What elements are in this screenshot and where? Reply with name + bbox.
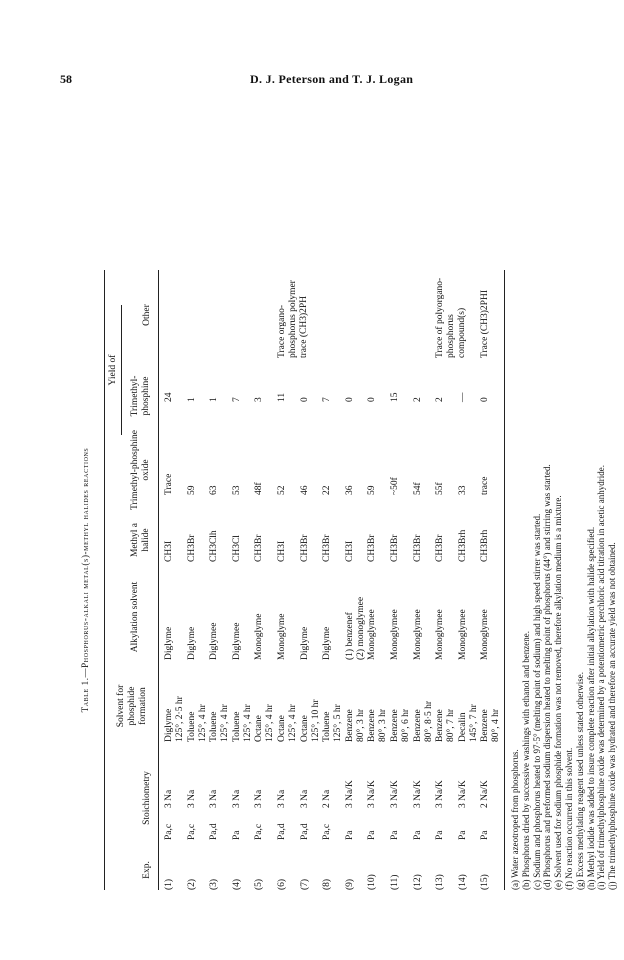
- cell-alkylation-solvent: Diglyme: [164, 626, 174, 660]
- cell-alkylation-solvent: Diglyme: [299, 626, 310, 660]
- header-alkylation-solvent: Alkylation solvent: [130, 581, 140, 653]
- cell-phosphorus: Pa: [231, 830, 242, 840]
- footnote: (a) Water azeotroped from phosphorus.: [510, 749, 520, 890]
- cell-tmp-yield: 24: [164, 392, 174, 402]
- cell-metal: 3 Na: [231, 789, 242, 808]
- footnote: (f) No reaction occurred in this solvent.: [563, 747, 574, 890]
- cell-exp: (10): [367, 874, 378, 890]
- cell-metal: 3 Na: [186, 789, 197, 808]
- cell-solvent-formation: Toluene 125°, 4 hr: [209, 704, 231, 742]
- cell-tmpo-yield: trace: [480, 476, 491, 495]
- cell-phosphorus: Pa,c: [164, 823, 174, 840]
- cell-alkylation-solvent: Diglyme: [322, 626, 333, 660]
- cell-methyl-halide: CH3I: [277, 540, 287, 562]
- cell-solvent-formation: Toluene 125°, 5 hr: [322, 704, 344, 742]
- cell-metal: 3 Na: [164, 789, 174, 808]
- running-head: D. J. Peterson and T. J. Logan: [250, 72, 414, 86]
- cell-methyl-halide: CH3Br: [367, 534, 378, 562]
- cell-tmp-yield: 2: [412, 397, 423, 402]
- cell-exp: (12): [412, 874, 423, 890]
- cell-tmp-yield: 2: [435, 397, 446, 402]
- cell-solvent-formation: Benzene 80°, 4 hr: [480, 708, 502, 742]
- cell-alkylation-solvent: Monoglymee: [435, 609, 446, 660]
- header-solvent-formation: Solvent for phosphide formation: [116, 684, 148, 728]
- footnote: (i) Yield of trimethylphosphine oxide was determined by a potentiometric perchloric acid titration in acetic anhydride.: [596, 464, 607, 890]
- cell-tmpo-yield: 54f: [412, 482, 423, 495]
- cell-metal: 3 Na: [299, 789, 310, 808]
- cell-tmpo-yield: 59: [186, 485, 197, 495]
- cell-tmp-yield: 0: [367, 397, 378, 402]
- cell-phosphorus: Pa: [480, 830, 491, 840]
- cell-alkylation-solvent: Diglymee: [209, 622, 220, 660]
- cell-alkylation-solvent: Monoglymee: [457, 609, 468, 660]
- cell-metal: 3 Na: [277, 789, 287, 808]
- cell-phosphorus: Pa,d: [277, 823, 287, 840]
- cell-metal: 3 Na/K: [344, 780, 355, 808]
- footnote: (b) Phosphorus dried by successive washings with ethanol and benzene.: [520, 631, 531, 890]
- cell-phosphorus: Pa,d: [299, 823, 310, 840]
- cell-solvent-formation: Octane 125°, 4 hr: [254, 704, 276, 742]
- cell-exp: (13): [435, 874, 446, 890]
- cell-tmp-yield: 7: [231, 397, 242, 402]
- footnote: (g) Excess methylating reagent used unless stated otherwise.: [574, 672, 585, 890]
- cell-methyl-halide: CH3Cl: [231, 535, 242, 562]
- cell-other: Trace (CH3)2PHI: [480, 290, 491, 358]
- footnotes: [510, 270, 618, 890]
- cell-solvent-formation: Benzene 80°, 6 hr: [390, 708, 411, 742]
- cell-solvent-formation: Benzene 80°, 8·5 hr: [412, 700, 434, 742]
- yield-group-header: Yield of: [108, 354, 118, 386]
- header-stoichiometry: Stoichiometry: [142, 771, 152, 825]
- cell-phosphorus: Pa: [390, 830, 400, 840]
- cell-phosphorus: Pa: [457, 830, 468, 840]
- cell-metal: 2 Na: [322, 789, 333, 808]
- cell-tmpo-yield: Trace: [164, 473, 174, 495]
- table-title: Table 1.—Phosphorus-alkali metal(s)-methyl halides reactions: [80, 447, 90, 713]
- cell-exp: (7): [299, 878, 310, 890]
- cell-solvent-formation: Toluene 125°, 4 hr: [186, 704, 208, 742]
- cell-alkylation-solvent: Monoglymee: [390, 609, 400, 660]
- cell-methyl-halide: CH3Br: [186, 534, 197, 562]
- cell-methyl-halide: CH3Br: [322, 534, 333, 562]
- cell-exp: (4): [231, 878, 242, 890]
- cell-metal: 2 Na/K: [480, 780, 491, 808]
- cell-solvent-formation: Benzene 80°, 7 hr: [435, 708, 457, 742]
- cell-tmp-yield: 7: [322, 397, 333, 402]
- cell-methyl-halide: CH3Brh: [457, 529, 468, 562]
- cell-tmpo-yield: 48f: [254, 482, 265, 495]
- cell-tmp-yield: 0: [299, 397, 310, 402]
- cell-phosphorus: Pa: [412, 830, 423, 840]
- cell-other: Trace of polyorgano- phosphorus compound(s): [435, 277, 468, 358]
- cell-exp: (1): [164, 878, 174, 890]
- cell-methyl-halide: CH3I: [164, 540, 174, 562]
- top-rule: [104, 270, 105, 890]
- cell-alkylation-solvent: Monoglymee: [367, 609, 378, 660]
- cell-solvent-formation: Decalin 145°, 7 hr: [457, 704, 479, 742]
- cell-methyl-halide: CH3Br: [299, 534, 310, 562]
- cell-tmp-yield: 0: [344, 397, 355, 402]
- footnote: (e) Solvent used for sodium phosphide formation was not removed, therefore alkylation medium is a mixture.: [553, 495, 564, 890]
- cell-phosphorus: Pa: [344, 830, 355, 840]
- cell-exp: (11): [390, 874, 400, 890]
- cell-solvent-formation: Benzene 80°, 3 hr: [367, 708, 389, 742]
- cell-exp: (3): [209, 878, 220, 890]
- footnote: (d) Phosphorus and preformed sodium dispersion heated to melting point of phosphorus (44°) and stirring was started.: [542, 464, 553, 890]
- cell-alkylation-solvent: Monoglyme: [254, 613, 265, 660]
- cell-tmpo-yield: 63: [209, 485, 220, 495]
- cell-exp: (14): [457, 874, 468, 890]
- cell-phosphorus: Pa,c: [254, 823, 265, 840]
- bottom-rule: [504, 270, 505, 890]
- header-exp: Exp.: [142, 861, 152, 879]
- cell-metal: 3 Na: [209, 789, 220, 808]
- cell-tmp-yield: 11: [277, 392, 287, 402]
- cell-metal: 3 Na: [254, 789, 265, 808]
- cell-tmp-yield: 0: [480, 397, 491, 402]
- cell-methyl-halide: CH3Br: [435, 534, 446, 562]
- cell-phosphorus: Pa: [367, 830, 378, 840]
- cell-tmp-yield: 1: [186, 397, 197, 402]
- header-tmp: Trimethyl-phosphine: [130, 375, 151, 417]
- cell-tmp-yield: —: [457, 392, 468, 402]
- cell-metal: 3 Na/K: [367, 780, 378, 808]
- cell-exp: (5): [254, 878, 265, 890]
- cell-phosphorus: Pa: [435, 830, 446, 840]
- cell-tmpo-yield: 22: [322, 485, 333, 495]
- footnote: (c) Sodium and phosphorus heated to 97·5° (melting point of sodium) and high speed stirrer was started.: [531, 513, 542, 890]
- cell-tmpo-yield: 59: [367, 485, 378, 495]
- cell-phosphorus: Pa,d: [209, 823, 220, 840]
- yield-group-rule: [121, 305, 122, 435]
- cell-exp: (15): [480, 874, 491, 890]
- cell-alkylation-solvent: (1) benzenef (2) monoglymee: [344, 596, 366, 660]
- cell-solvent-formation: Octane 125°, 10 hr: [299, 699, 321, 742]
- cell-tmp-yield: 1: [209, 397, 220, 402]
- cell-alkylation-solvent: Monoglyme: [277, 613, 287, 660]
- cell-methyl-halide: CH3Br: [390, 534, 400, 562]
- cell-methyl-halide: CH3Brh: [480, 529, 491, 562]
- cell-tmpo-yield: 55f: [435, 482, 446, 495]
- cell-exp: (6): [277, 878, 287, 890]
- page-number: 58: [60, 72, 72, 86]
- cell-exp: (2): [186, 878, 197, 890]
- header-rule: [158, 270, 159, 890]
- cell-tmp-yield: 15: [390, 392, 400, 402]
- footnote: (j) The trimethylphosphine oxide was hydrated and therefore an accurate yield was not obtained.: [607, 542, 618, 890]
- header-tmpo: Trimethyl-phosphine oxide: [130, 430, 151, 510]
- header-other: Other: [142, 304, 152, 326]
- cell-tmpo-yield: 52: [277, 485, 287, 495]
- cell-methyl-halide: CH3Br: [412, 534, 423, 562]
- cell-solvent-formation: Diglyme 125°, 2·5 hr: [164, 696, 185, 742]
- header-methyl-halide: Methyl a halide: [130, 522, 151, 558]
- rotated-table: [80, 270, 618, 890]
- cell-phosphorus: Pa,c: [322, 823, 333, 840]
- cell-tmpo-yield: ~50f: [390, 477, 400, 495]
- cell-alkylation-solvent: Diglymee: [231, 622, 242, 660]
- cell-solvent-formation: Benzene 80°, 3 hr: [344, 708, 366, 742]
- cell-solvent-formation: Toluene 125°, 4 hr: [231, 704, 253, 742]
- cell-alkylation-solvent: Monoglymee: [480, 609, 491, 660]
- cell-solvent-formation: Octane 125°, 4 hr: [277, 704, 298, 742]
- cell-tmp-yield: 3: [254, 397, 265, 402]
- cell-methyl-halide: CH3I: [344, 540, 355, 562]
- cell-alkylation-solvent: Diglyme: [186, 626, 197, 660]
- cell-metal: 3 Na/K: [412, 780, 423, 808]
- cell-phosphorus: Pa,c: [186, 823, 197, 840]
- cell-metal: 3 Na/K: [435, 780, 446, 808]
- cell-other: Trace organo- phosphorus polymer trace (CH3)2PH: [277, 280, 309, 358]
- cell-exp: (9): [344, 878, 355, 890]
- footnote: (h) Methyl iodide was added to insure complete reaction after initial alkylation with halide specified.: [585, 526, 596, 890]
- cell-tmpo-yield: 33: [457, 485, 468, 495]
- cell-tmpo-yield: 36: [344, 485, 355, 495]
- cell-metal: 3 Na/K: [390, 780, 400, 808]
- cell-tmpo-yield: 46: [299, 485, 310, 495]
- cell-methyl-halide: CH3Br: [254, 534, 265, 562]
- cell-metal: 3 Na/K: [457, 780, 468, 808]
- cell-exp: (8): [322, 878, 333, 890]
- cell-alkylation-solvent: Monoglymee: [412, 609, 423, 660]
- cell-tmpo-yield: 53: [231, 485, 242, 495]
- cell-methyl-halide: CH3Clh: [209, 530, 220, 562]
